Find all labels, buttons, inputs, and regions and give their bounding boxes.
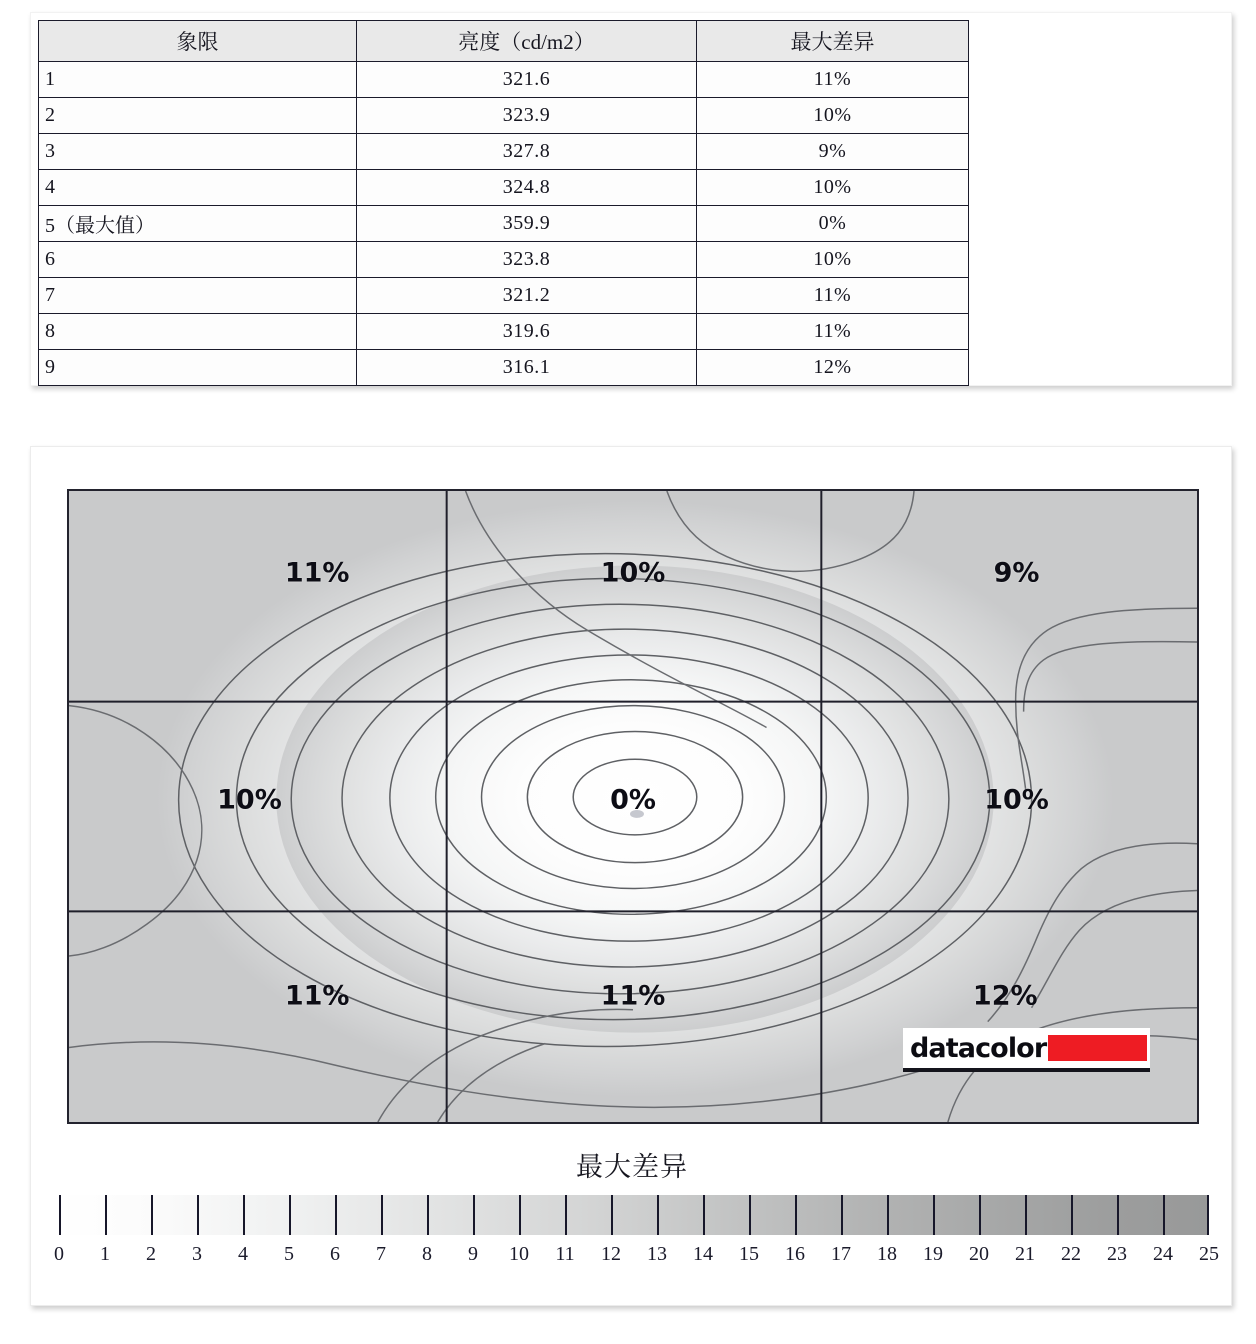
legend-tick-label: 10: [509, 1243, 529, 1265]
uniformity-table: [38, 20, 969, 386]
quadrant-label-4: 10%: [217, 784, 282, 816]
datacolor-logo-bar: [1048, 1035, 1147, 1061]
legend-gradient: [59, 1195, 1209, 1235]
legend-tick: [933, 1195, 935, 1235]
cell-deviation: 10%: [697, 242, 969, 278]
legend-tick: [657, 1195, 659, 1235]
legend-tick: [197, 1195, 199, 1235]
cell-luminance: 359.9: [357, 206, 697, 242]
cell-luminance: 323.9: [357, 98, 697, 134]
table-row: [39, 314, 969, 350]
legend-tick: [381, 1195, 383, 1235]
quadrant-label-2: 10%: [600, 557, 666, 589]
legend-tick-label: 11: [555, 1243, 575, 1265]
legend-colorbar: [54, 1195, 1219, 1287]
legend-tick-label: 18: [877, 1243, 897, 1265]
table-row: [39, 206, 969, 242]
table-header-row: [39, 21, 969, 62]
legend-tick-label: 15: [739, 1243, 759, 1265]
cell-quadrant: 5（最大值）: [39, 206, 357, 242]
legend-tick: [1117, 1195, 1119, 1235]
legend-tick: [1207, 1195, 1209, 1235]
legend-tick-label: 24: [1153, 1243, 1173, 1265]
legend-tick-label: 8: [422, 1243, 432, 1265]
cell-luminance: 324.8: [357, 170, 697, 206]
legend-title: 最大差异: [576, 1152, 688, 1182]
legend-tick-label: 13: [647, 1243, 667, 1265]
cell-deviation: 11%: [697, 62, 969, 98]
legend-tick: [519, 1195, 521, 1235]
uniformity-map-panel: [30, 446, 1232, 1306]
cell-deviation: 12%: [697, 350, 969, 386]
uniformity-table-panel: [30, 12, 1232, 386]
cell-luminance: 321.2: [357, 278, 697, 314]
legend-tick: [565, 1195, 567, 1235]
legend-tick-label: 1: [100, 1243, 110, 1265]
cell-quadrant: 9: [39, 350, 357, 386]
datacolor-logo-text: datacolor: [910, 1032, 1047, 1064]
table-row: [39, 98, 969, 134]
cell-luminance: 316.1: [357, 350, 697, 386]
quadrant-label-5: 0%: [610, 784, 656, 816]
column-header-luminance: 亮度（cd/m2）: [357, 21, 697, 62]
legend-tick: [611, 1195, 613, 1235]
table-row: [39, 62, 969, 98]
cell-luminance: 323.8: [357, 242, 697, 278]
legend-tick: [841, 1195, 843, 1235]
cell-quadrant: 1: [39, 62, 357, 98]
legend-tick-label: 19: [923, 1243, 943, 1265]
legend-tick-label: 16: [785, 1243, 805, 1265]
legend-tick-label: 20: [969, 1243, 989, 1265]
legend-tick: [703, 1195, 705, 1235]
cell-deviation: 9%: [697, 134, 969, 170]
legend-tick: [749, 1195, 751, 1235]
legend-tick-label: 0: [54, 1243, 64, 1265]
column-header-quadrant: 象限: [39, 21, 357, 62]
table-row: [39, 242, 969, 278]
cell-deviation: 11%: [697, 314, 969, 350]
legend-tick-label: 2: [146, 1243, 156, 1265]
quadrant-label-1: 11%: [284, 557, 350, 589]
table-body: [39, 62, 969, 386]
cell-quadrant: 7: [39, 278, 357, 314]
legend-tick: [473, 1195, 475, 1235]
legend-tick: [289, 1195, 291, 1235]
legend-tick-label: 14: [693, 1243, 713, 1265]
legend-tick-label: 12: [601, 1243, 621, 1265]
datacolor-logo: [903, 1028, 1150, 1072]
cell-luminance: 319.6: [357, 314, 697, 350]
legend-tick-label: 3: [192, 1243, 202, 1265]
legend-tick: [59, 1195, 61, 1235]
quadrant-label-7: 11%: [284, 980, 350, 1012]
legend-tick: [243, 1195, 245, 1235]
quadrant-label-3: 9%: [993, 557, 1040, 589]
legend-tick-label: 25: [1199, 1243, 1219, 1265]
cell-deviation: 0%: [697, 206, 969, 242]
legend-tick-label: 5: [284, 1243, 294, 1265]
legend-tick: [1025, 1195, 1027, 1235]
cell-luminance: 321.6: [357, 62, 697, 98]
legend-tick-label: 4: [238, 1243, 248, 1265]
legend-tick-label: 23: [1107, 1243, 1127, 1265]
legend-tick: [151, 1195, 153, 1235]
legend-tick: [1071, 1195, 1073, 1235]
legend-tick: [1163, 1195, 1165, 1235]
quadrant-label-9: 12%: [972, 980, 1038, 1012]
cell-quadrant: 4: [39, 170, 357, 206]
cell-quadrant: 3: [39, 134, 357, 170]
table-row: [39, 278, 969, 314]
legend-tick: [335, 1195, 337, 1235]
table-row: [39, 350, 969, 386]
legend-tick: [887, 1195, 889, 1235]
quadrant-label-8: 11%: [600, 980, 666, 1012]
cell-deviation: 10%: [697, 170, 969, 206]
column-header-deviation: 最大差异: [697, 21, 969, 62]
cell-deviation: 10%: [697, 98, 969, 134]
legend-tick-label: 17: [831, 1243, 851, 1265]
legend-tick-label: 9: [468, 1243, 478, 1265]
table-row: [39, 170, 969, 206]
legend-tick-label: 6: [330, 1243, 340, 1265]
legend-tick-label: 7: [376, 1243, 386, 1265]
cell-quadrant: 8: [39, 314, 357, 350]
legend-tick: [979, 1195, 981, 1235]
quadrant-label-6: 10%: [984, 784, 1049, 816]
cell-quadrant: 6: [39, 242, 357, 278]
cell-luminance: 327.8: [357, 134, 697, 170]
legend-tick: [795, 1195, 797, 1235]
legend-tick: [105, 1195, 107, 1235]
table-row: [39, 134, 969, 170]
legend-tick-label: 21: [1015, 1243, 1035, 1265]
cell-quadrant: 2: [39, 98, 357, 134]
legend-tick: [427, 1195, 429, 1235]
legend-tick-label: 22: [1061, 1243, 1081, 1265]
cell-deviation: 11%: [697, 278, 969, 314]
